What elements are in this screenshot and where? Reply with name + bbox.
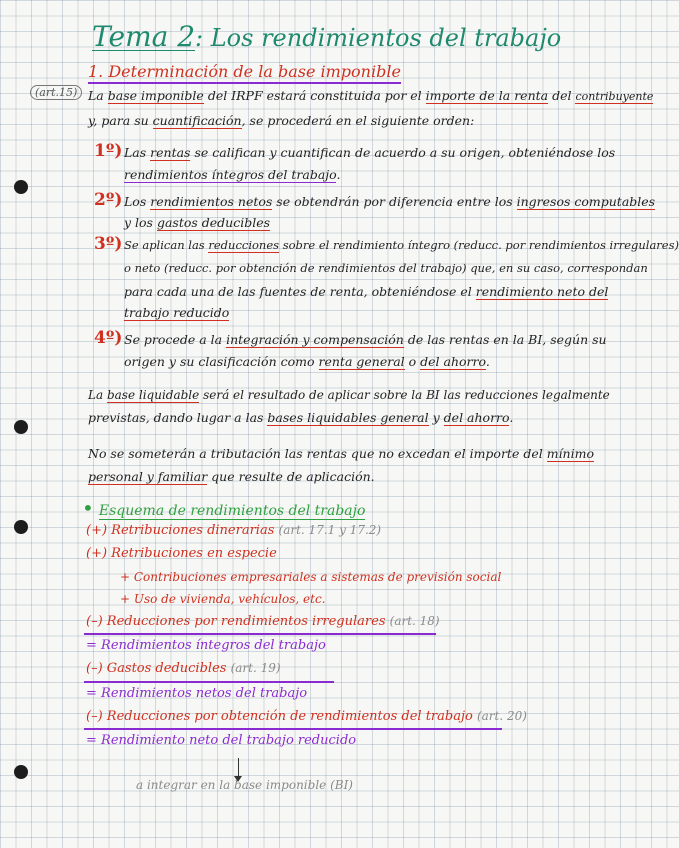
text: de las rentas en la BI, según su [407,332,607,347]
intro-line-1 [88,88,653,103]
step-4-line-2 [124,354,490,369]
text-underlined: rentas [150,145,191,160]
text-underlined: base imponible [107,88,204,103]
step-number: 3º) [94,234,123,254]
text-underlined: ingresos computables [516,194,656,209]
text-underlined: rendimientos íntegros del trabajo [124,167,337,182]
step-1-line-2 [124,167,340,182]
text: Los [124,194,147,209]
text: Se aplican las [124,238,205,252]
binder-hole [14,520,28,534]
title-rest: : Los rendimientos del trabajo [195,24,562,52]
text: origen y su clasificación como [124,354,315,369]
text-underlined: reducciones [208,238,280,252]
scheme-item-label: = Rendimiento neto del trabajo reducido [86,733,357,748]
text-underlined: cuantificación [152,113,242,128]
page-title [92,20,561,53]
step-1-line-1 [124,145,615,160]
step-2-line-2 [124,215,270,230]
scheme-item-label: (–) Gastos deducibles [86,661,227,676]
step-number: 1º) [94,141,123,161]
text: que resulte de aplicación. [211,469,375,484]
scheme-item [120,570,501,584]
scheme-heading [82,496,365,520]
text-underlined: rendimiento neto del [475,284,609,299]
step-3-line-2: o neto (reducc. por obtención de rendimientos del trabajo) que, en su caso, correspondan [124,261,648,275]
step-3-line-3 [124,284,608,299]
scheme-title: Esquema de rendimientos del trabajo [98,503,366,519]
text: o [408,354,417,369]
scheme-item-label: = Rendimientos netos del trabajo [86,686,308,701]
text: se obtendrán por diferencia entre los [276,194,513,209]
binder-hole [14,420,28,434]
scheme-item-label: (+) Retribuciones dinerarias [86,523,275,538]
scheme-item [86,638,326,653]
scheme-item-label: (–) Reducciones por rendimientos irregulares [86,614,386,629]
text: se califican y cuantifican de acuerdo a su origen, obteniéndose los [194,145,616,160]
scheme-item-label: + Contribuciones empresariales a sistemas de previsión social [120,570,502,584]
text: Las [124,145,147,160]
scheme-item-label: (–) Reducciones por obtención de rendimientos del trabajo [86,709,473,724]
scheme-item-label: = Rendimientos íntegros del trabajo [86,638,326,653]
scheme-item-note: (art. 19) [230,661,281,675]
scheme-item [86,709,527,724]
text-underlined: base liquidable [106,388,200,402]
scheme-item-note: (art. 17.1 y 17.2) [278,523,382,537]
text: del IRPF estará constituida por el [207,88,422,103]
scheme-item-label: + Uso de vivienda, vehículos, etc. [120,592,326,606]
scheme-item [86,686,307,701]
text-underlined: del ahorro [420,354,486,369]
step-4-line-1 [124,332,607,347]
text: Se procede a la [124,332,223,347]
text-underlined: integración y compensación [226,332,404,347]
scheme-item-note: (art. 18) [389,614,440,628]
scheme-item [86,733,356,748]
scheme-footer: a integrar en la base imponible (BI) [136,778,353,792]
text-underlined: contribuyente [575,90,654,103]
text: y, para su [88,113,149,128]
scheme-item [86,523,381,538]
title-prefix: Tema 2 [92,20,196,53]
separator-line [84,681,334,683]
binder-hole [14,765,28,779]
text-underlined: mínimo [546,446,594,461]
binder-hole [14,180,28,194]
scheme-item [120,592,326,606]
scheme-item-note: (art. 20) [476,709,527,723]
text: para cada una de las fuentes de renta, obteniéndose el [124,284,472,299]
text-underlined: trabajo reducido [124,305,230,320]
text: La [88,388,104,402]
intro-line-2 [88,113,474,128]
text: sobre el rendimiento íntegro (reducc. por rendimientos irregulares) [282,238,679,252]
text: . [509,410,514,425]
separator-line [84,633,436,635]
step-3-line-1 [124,238,679,252]
text-underlined: gastos deducibles [156,215,271,230]
text-underlined: personal y familiar [88,469,208,484]
text-underlined: rendimientos netos [150,194,273,209]
para2-line-1 [88,388,610,402]
para2-line-2 [88,410,513,425]
text: previstas, dando lugar a las [88,410,264,425]
step-number: 2º) [94,190,123,210]
article-note: (art.15) [30,85,82,100]
bullet-dot-icon: • [82,496,94,520]
scheme-item [86,546,277,561]
text: del [552,88,572,103]
text-underlined: renta general [318,354,405,369]
text-underlined: del ahorro [443,410,510,425]
text: y los [124,215,153,230]
scheme-item-label: (+) Retribuciones en especie [86,546,277,561]
text: , se procederá en el siguiente orden: [241,113,475,128]
para3-line-1 [88,446,594,461]
text: . [336,167,341,182]
text: . [485,354,490,369]
scheme-item [86,614,440,629]
step-number: 4º) [94,328,123,348]
para3-line-2 [88,469,375,484]
separator-line [84,728,502,730]
scheme-item [86,661,281,676]
text: y [432,410,440,425]
text-underlined: bases liquidables general [267,410,429,425]
section-heading-text: 1. Determinación de la base imponible [88,62,401,84]
text-underlined: importe de la renta [425,88,549,103]
step-3-line-4 [124,305,229,320]
text: No se someterán a tributación las rentas que no excedan el importe del [88,446,543,461]
step-2-line-1 [124,194,655,209]
text: será el resultado de aplicar sobre la BI las reducciones legalmente [203,388,610,402]
section-heading [88,62,401,81]
text: La [88,88,104,103]
